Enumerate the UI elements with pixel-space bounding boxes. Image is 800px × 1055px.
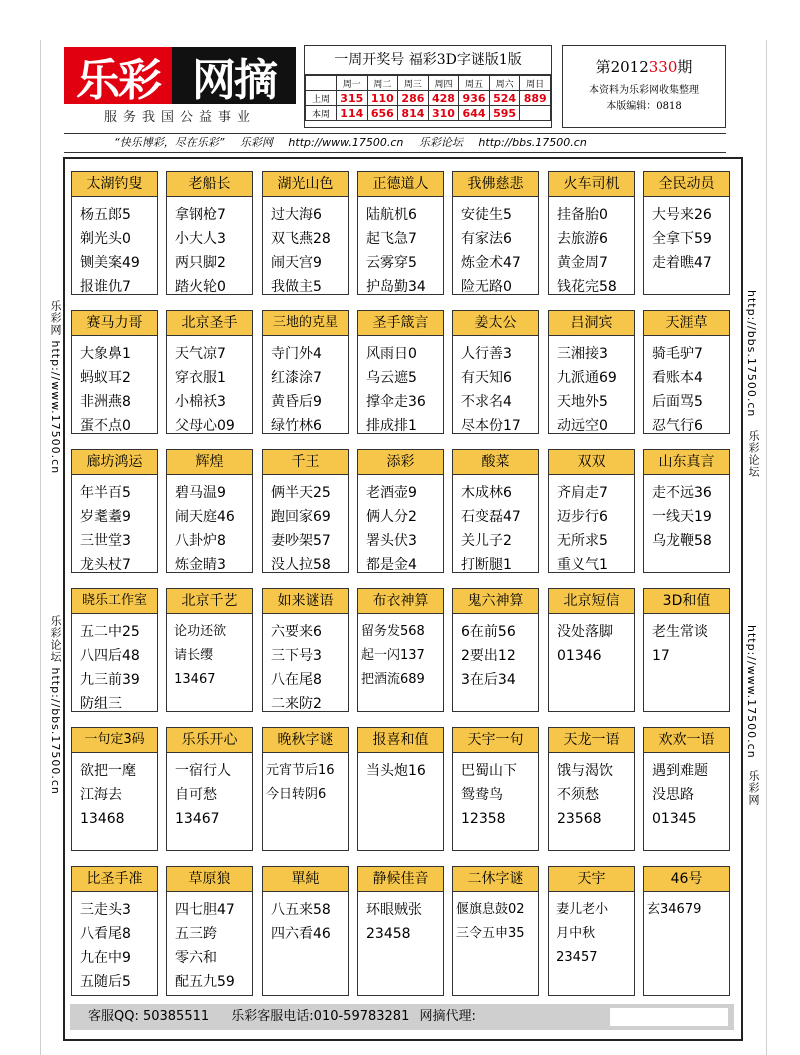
corner-cell [306, 76, 337, 91]
riddle-author: 北京千艺 [167, 589, 252, 614]
riddle-cell [548, 449, 635, 573]
riddle-content: 饿与渴饮 不须愁 23568 [557, 763, 613, 827]
draw-number [520, 106, 551, 121]
riddle-author: 全民动员 [644, 172, 729, 197]
riddle-cell [452, 866, 539, 996]
quote: “快乐博彩，尽在乐彩” [114, 136, 225, 149]
site-url[interactable]: http://www.17500.cn [288, 136, 404, 149]
riddle-content: 三湘接3 九派通69 天地外5 动远空0 [557, 346, 617, 434]
riddle-cell [357, 171, 444, 295]
draw-number: 524 [489, 91, 520, 106]
riddle-cell [643, 866, 730, 996]
riddle-cell [452, 727, 539, 851]
riddle-cell [452, 588, 539, 712]
riddle-author: 布衣神算 [358, 589, 443, 614]
forum-url[interactable]: http://bbs.17500.cn [478, 136, 587, 149]
riddle-author: 天涯草 [644, 311, 729, 336]
riddle-author: 3D和值 [644, 589, 729, 614]
draw-number: 889 [520, 91, 551, 106]
weekday: 周二 [367, 76, 398, 91]
riddle-cell [166, 588, 253, 712]
riddle-author: 比圣手准 [72, 867, 157, 892]
draw-number: 428 [428, 91, 459, 106]
riddle-author: 酸菜 [453, 450, 538, 475]
side-label-left-top: 乐彩网 http://www.17500.cn [49, 300, 62, 475]
riddle-author: 乐乐开心 [167, 728, 252, 753]
logo [64, 47, 296, 104]
draw-number: 595 [489, 106, 520, 121]
period-prefix: 第2012 [595, 58, 649, 76]
draw-number: 114 [337, 106, 368, 121]
draw-number: 286 [398, 91, 429, 106]
riddle-cell [262, 588, 349, 712]
riddle-author: 二休字谜 [453, 867, 538, 892]
weekday: 周日 [520, 76, 551, 91]
weekday-row [306, 76, 551, 91]
side-label-right-bottom2: 乐彩网 [747, 770, 760, 806]
last-week-label: 上周 [306, 91, 337, 106]
this-week-row [306, 106, 551, 121]
logo-part-red: 乐彩 [64, 47, 172, 104]
riddle-author: 千王 [263, 450, 348, 475]
riddle-content: 论功还欲 请长缨 13467 [174, 624, 227, 687]
riddle-content: 拿钢枪7 小大人3 两只脚2 踏火轮0 [175, 207, 226, 295]
riddle-author: 一句定3码 [72, 728, 157, 753]
riddle-content: 五二中25 八四后48 九三前39 防组三 [80, 624, 140, 712]
riddle-content: 骑毛驴7 看账本4 后面骂5 忍气行6 [652, 346, 703, 434]
riddle-cell [71, 866, 158, 996]
riddle-content: 碧马温9 闹天庭46 八卦炉8 炼金睛3 [175, 485, 235, 573]
side-label-right-top2: 乐彩论坛 [747, 430, 760, 478]
riddle-cell [71, 449, 158, 573]
editor-note: 本版编辑：0818 [606, 101, 682, 112]
riddle-content: 大象鼻1 蚂蚁耳2 非洲燕8 蛋不点0 [80, 346, 131, 434]
riddle-author: 静候佳音 [358, 867, 443, 892]
riddle-content: 寺门外4 红漆涂7 黄昏后9 绿竹林6 [271, 346, 322, 434]
riddle-cell [71, 171, 158, 295]
riddle-author: 赛马力哥 [72, 311, 157, 336]
riddle-cell [643, 310, 730, 434]
riddle-author: 吕洞宾 [549, 311, 634, 336]
riddle-cell [71, 310, 158, 434]
riddle-author: 草原狼 [167, 867, 252, 892]
riddle-author: 双双 [549, 450, 634, 475]
weekday: 周四 [428, 76, 459, 91]
riddle-author: 火车司机 [549, 172, 634, 197]
riddle-cell [71, 727, 158, 851]
forum-label: 乐彩论坛 [418, 136, 463, 149]
riddle-author: 北京短信 [549, 589, 634, 614]
riddle-content: 老酒壶9 俩人分2 署头伏3 都是金4 [366, 485, 417, 573]
side-label-left-bottom: 乐彩论坛 http://bbs.17500.cn [49, 615, 62, 795]
source-note: 本资料为乐彩网收集整理 [589, 85, 699, 96]
riddle-content: 人行善3 有天知6 不求名4 尽本份17 [461, 346, 521, 434]
riddle-cell [166, 727, 253, 851]
riddle-cell [357, 588, 444, 712]
riddle-cell [71, 588, 158, 712]
riddle-cell [166, 449, 253, 573]
riddle-content: 老生常谈 17 [652, 624, 708, 664]
riddle-content: 陆航机6 起飞急7 云雾穿5 护岛勤34 [366, 207, 426, 295]
draw-table [305, 75, 551, 121]
riddle-cell [548, 727, 635, 851]
footer-bar [70, 1004, 734, 1030]
draw-numbers-box [304, 45, 552, 128]
riddle-content: 元宵节后16 今日转阴6 [266, 763, 335, 802]
riddle-cell [262, 727, 349, 851]
riddle-cell [452, 171, 539, 295]
riddle-author: 天宇 [549, 867, 634, 892]
riddle-cell [643, 449, 730, 573]
riddle-author: 如来谜语 [263, 589, 348, 614]
riddle-cell [262, 171, 349, 295]
riddle-content: 年半百5 岁耄耋9 三世堂3 龙头杖7 [80, 485, 131, 573]
riddle-author: 老船长 [167, 172, 252, 197]
site-label: 乐彩网 [239, 136, 273, 149]
riddle-content: 过大海6 双飞燕28 闹天宫9 我做主5 [271, 207, 331, 295]
footer-agent: 网摘代理: [419, 1009, 476, 1024]
slogan: 服务我国公益事业 [103, 110, 256, 125]
riddle-cell [548, 310, 635, 434]
riddle-content: 俩半天25 跑回家69 妻吵架57 没人拉58 [271, 485, 331, 573]
riddle-content: 没处落脚 01346 [557, 624, 613, 664]
period-number [563, 56, 725, 77]
riddle-content: 环眼贼张 23458 [366, 902, 422, 942]
agent-blank-box [610, 1008, 728, 1026]
draw-number: 656 [367, 106, 398, 121]
riddle-cell [357, 310, 444, 434]
riddle-cell [262, 866, 349, 996]
weekday: 周三 [398, 76, 429, 91]
riddle-content: 偃旗息鼓02 三令五申35 [456, 902, 525, 941]
draw-number: 310 [428, 106, 459, 121]
riddle-content: 挂备胎0 去旅游6 黄金周7 钱花完58 [557, 207, 617, 295]
riddle-content: 大号来26 全拿下59 走着瞧47 [652, 207, 712, 271]
draw-title: 一周开奖号 福彩3D字谜版1版 [305, 46, 551, 75]
riddle-content: 留务发568 起一闪137 把酒流689 [361, 624, 425, 687]
riddle-cell [643, 171, 730, 295]
weekday: 周五 [459, 76, 490, 91]
riddle-cell [643, 727, 730, 851]
draw-number: 644 [459, 106, 490, 121]
riddle-content: 六要来6 三下号3 八在尾8 二来防2 [271, 624, 322, 712]
riddle-content: 齐肩走7 迈步行6 无所求5 重义气1 [557, 485, 608, 573]
riddle-author: 山东真言 [644, 450, 729, 475]
riddle-cell [452, 310, 539, 434]
riddle-content: 欲把一麾 江海去 13468 [80, 763, 136, 827]
draw-number: 315 [337, 91, 368, 106]
riddle-author: 天龙一语 [549, 728, 634, 753]
riddle-author: 辉煌 [167, 450, 252, 475]
riddle-author: 天宇一句 [453, 728, 538, 753]
riddle-content: 6在前56 2要出12 3在后34 [461, 624, 516, 688]
riddle-cell [548, 588, 635, 712]
riddle-author: 晚秋字谜 [263, 728, 348, 753]
riddle-author: 鬼六神算 [453, 589, 538, 614]
footer-phone: 乐彩客服电话:010-59783281 [231, 1009, 410, 1024]
draw-number: 936 [459, 91, 490, 106]
riddle-content: 四七胆47 五三跨 零六和 配五九59 [175, 902, 235, 990]
riddle-content: 走不远36 一线天19 乌龙鞭58 [652, 485, 712, 549]
riddle-author: 單純 [263, 867, 348, 892]
site-bar [64, 133, 726, 153]
last-week-row [306, 91, 551, 106]
riddle-author: 46号 [644, 867, 729, 892]
riddle-content: 一宿行人 自可愁 13467 [175, 763, 231, 827]
side-label-right-top: http://bbs.17500.cn [745, 290, 758, 418]
footer-qq: 客服QQ: 50385511 [88, 1009, 210, 1024]
riddle-content: 遇到难题 没思路 01345 [652, 763, 708, 827]
riddle-content: 安徒生5 有家法6 炼金术47 险无路0 [461, 207, 521, 295]
period-box [562, 45, 726, 128]
draw-number: 814 [398, 106, 429, 121]
riddle-content: 三走头3 八看尾8 九在中9 五随后5 [80, 902, 131, 990]
riddle-content: 木成林6 石变磊47 关儿子2 打断腿1 [461, 485, 521, 573]
riddle-author: 正德道人 [358, 172, 443, 197]
riddle-author: 报喜和值 [358, 728, 443, 753]
riddle-content: 玄34679 [647, 902, 702, 917]
riddle-cell [166, 866, 253, 996]
riddle-author: 廊坊鸿运 [72, 450, 157, 475]
period-suffix: 期 [677, 58, 693, 76]
riddle-cell [548, 171, 635, 295]
riddle-cell [357, 866, 444, 996]
riddle-cell [643, 588, 730, 712]
riddle-content: 八五来58 四六看46 [271, 902, 331, 942]
riddle-cell [166, 310, 253, 434]
riddle-content: 杨五郎5 剃光头0 铡美案49 报谁仇7 [80, 207, 140, 295]
period-issue: 330 [648, 58, 678, 76]
period-note [563, 83, 725, 115]
riddle-cell [452, 449, 539, 573]
riddle-author: 姜太公 [453, 311, 538, 336]
riddle-author: 我佛慈悲 [453, 172, 538, 197]
riddle-cell [357, 727, 444, 851]
riddle-author: 晓乐工作室 [72, 589, 157, 614]
riddle-cell [262, 449, 349, 573]
riddle-author: 太湖钓叟 [72, 172, 157, 197]
riddle-author: 圣手箴言 [358, 311, 443, 336]
weekday: 周六 [489, 76, 520, 91]
riddle-content: 妻儿老小 月中秋 23457 [556, 902, 609, 965]
this-week-label: 本周 [306, 106, 337, 121]
riddle-cell [262, 310, 349, 434]
riddle-author: 北京圣手 [167, 311, 252, 336]
riddle-cell [166, 171, 253, 295]
side-label-right-bottom: http://www.17500.cn [745, 625, 758, 759]
riddle-content: 当头炮16 [366, 763, 426, 779]
riddle-author: 湖光山色 [263, 172, 348, 197]
logo-part-black: 网摘 [172, 47, 296, 104]
draw-number: 110 [367, 91, 398, 106]
riddle-author: 三地的克星 [263, 311, 348, 336]
riddle-content: 巴蜀山下 鸳鸯鸟 12358 [461, 763, 517, 827]
riddle-author: 添彩 [358, 450, 443, 475]
riddle-content: 风雨日0 乌云遮5 撑伞走36 排成排1 [366, 346, 426, 434]
weekday: 周一 [337, 76, 368, 91]
riddle-cell [357, 449, 444, 573]
riddle-cell [548, 866, 635, 996]
riddle-author: 欢欢一语 [644, 728, 729, 753]
riddle-content: 天气凉7 穿衣服1 小棉袄3 父母心09 [175, 346, 235, 434]
